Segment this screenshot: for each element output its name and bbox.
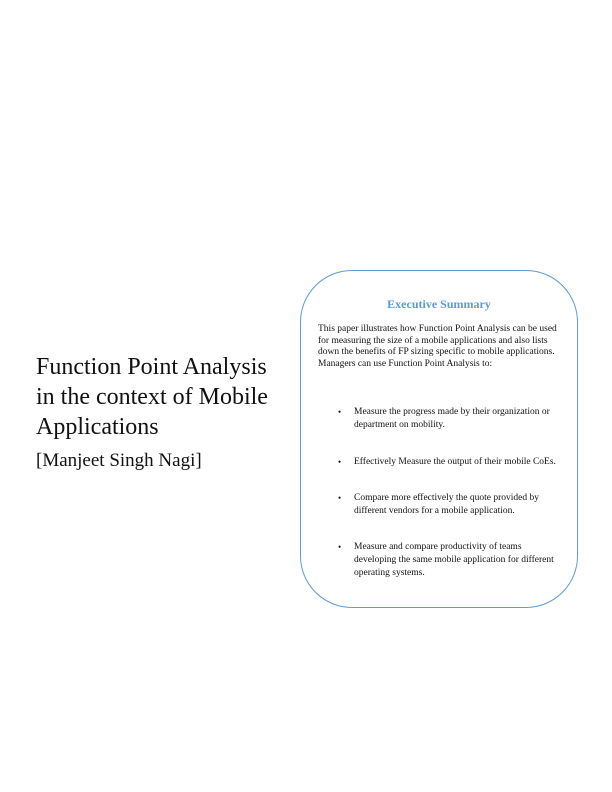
bullet-icon: •	[338, 542, 342, 552]
document-title	[36, 352, 298, 442]
bullet-icon: •	[338, 493, 342, 503]
list-item	[338, 541, 564, 580]
document-title-line-2: in the context of Mobile	[36, 384, 268, 410]
list-item-text: Measure the progress made by their organization or department on mobility.	[354, 407, 550, 430]
document-title-line-1: Function Point Analysis	[36, 354, 267, 380]
document-title-line-3: Applications	[36, 414, 159, 440]
document-author: [Manjeet Singh Nagi]	[36, 450, 202, 471]
list-item-text: Compare more effectively the quote provided by different vendors for a mobile application.	[354, 493, 540, 516]
list-item	[338, 456, 564, 469]
executive-summary-intro: This paper illustrates how Function Point Analysis can be used for measuring the size of a mobile applications and also lists down the benefits of FP sizing specific to mobile applications. Managers can use Function Point Analysis to:	[318, 324, 557, 369]
list-item	[338, 492, 564, 518]
title-block	[36, 352, 298, 473]
executive-summary-box	[300, 270, 578, 608]
bullet-icon: •	[338, 457, 342, 467]
executive-summary-heading: Executive Summary	[387, 297, 491, 311]
bullet-icon: •	[338, 407, 342, 417]
list-item	[338, 406, 564, 432]
list-item-text: Effectively Measure the output of their mobile CoEs.	[354, 457, 556, 467]
list-item-text: Measure and compare productivity of teams developing the same mobile application for different operating systems.	[354, 542, 554, 578]
